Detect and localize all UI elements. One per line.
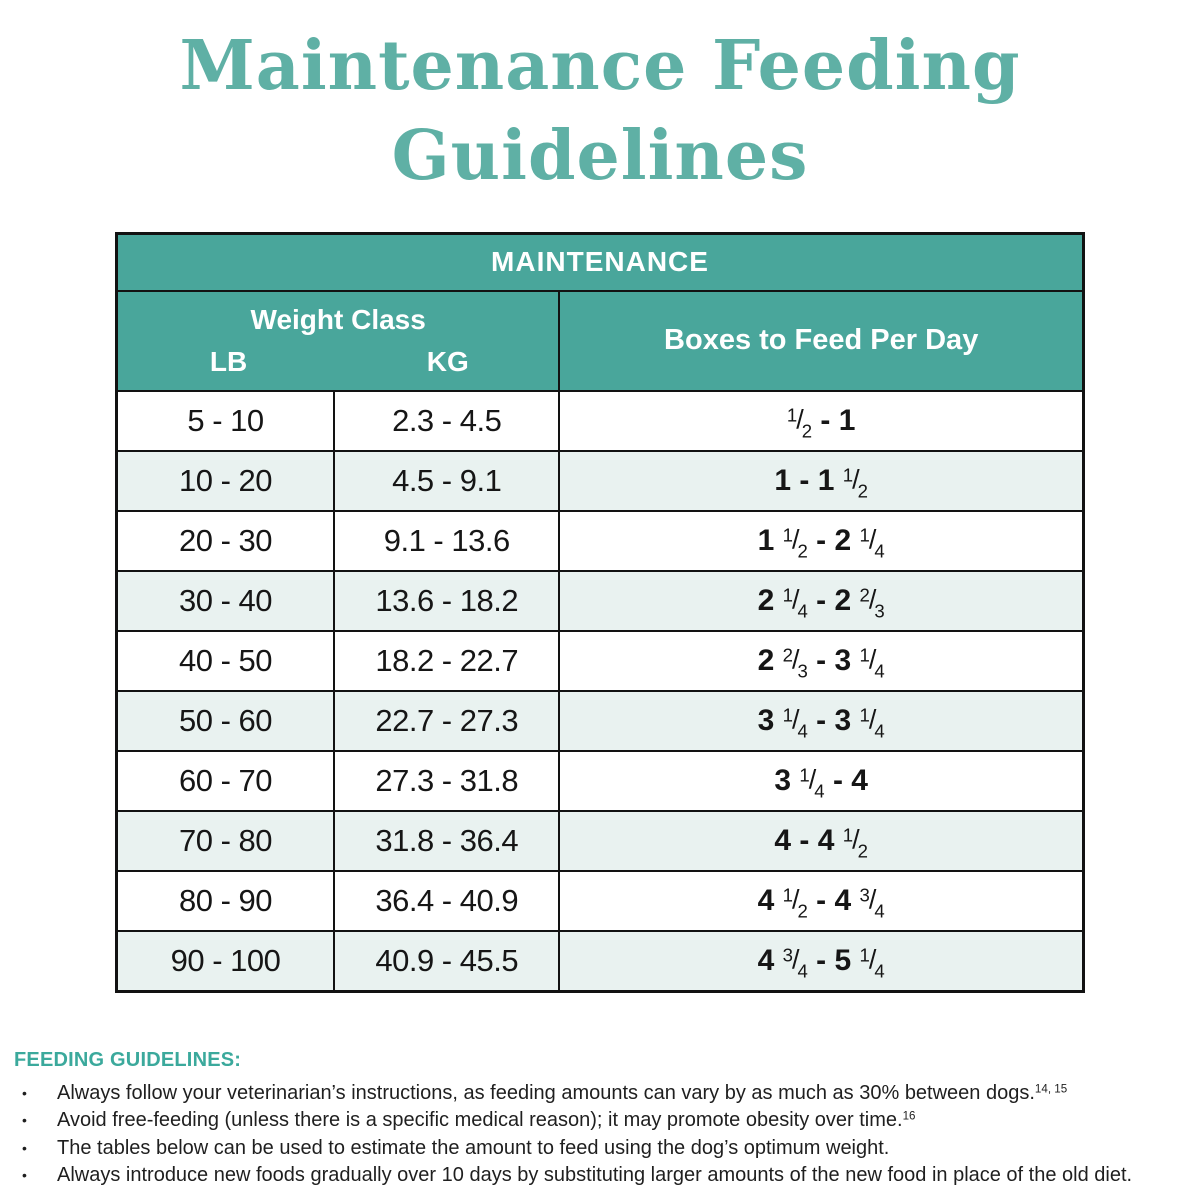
table-cell-boxes: 1 - 1 $^1/_2$ [559,451,1083,511]
table-cell-boxes: 3 $^1/_4 - 4$ [559,751,1083,811]
table-cell-boxes: $^1/_2 - 1$ [559,391,1083,451]
table-body [117,391,1084,992]
table-row [117,571,1084,631]
table-cell-lb: 60 - 70 [117,751,335,811]
list-item [22,1080,1162,1108]
table-cell-lb: 20 - 30 [117,511,335,571]
table-cell-boxes: 1 $^1/_2 - 2$ $^1/_4$ [559,511,1083,571]
table-cell-kg: 2.3 - 4.5 [334,391,559,451]
table-cell-lb: 90 - 100 [117,931,335,992]
list-item [22,1135,1162,1163]
table-cell-lb: 30 - 40 [117,571,335,631]
table-cell-boxes: 4 $^1/_2 - 4$ $^3/_4$ [559,871,1083,931]
table-row [117,451,1084,511]
boxes-column-label: Boxes to Feed Per Day [559,291,1083,391]
bullet-icon: • [22,1139,27,1156]
table-cell-boxes: 3 $^1/_4 - 3$ $^1/_4$ [559,691,1083,751]
bullet-icon: • [22,1167,27,1184]
table-row [117,871,1084,931]
table-cell-kg: 4.5 - 9.1 [334,451,559,511]
table-cell-kg: 22.7 - 27.3 [334,691,559,751]
weight-class-label: Weight Class [250,303,426,335]
table-cell-boxes: 2 $^1/_4 - 2$ $^2/_3$ [559,571,1083,631]
table-cell-lb: 40 - 50 [117,631,335,691]
table-row [117,751,1084,811]
table-row [117,691,1084,751]
bullet-text: Always introduce new foods gradually over 10 days by substituting larger amounts of the new food in place of the old diet. [57,1164,1133,1187]
table-cell-boxes: 2 $^2/_3 - 3$ $^1/_4$ [559,631,1083,691]
table-cell-lb: 70 - 80 [117,811,335,871]
bullet-text: Always follow your veterinarian’s instructions, as feeding amounts can vary by as much as 30% between dogs.$^{14, 15}$ [57,1081,1068,1104]
page-title-line1: Maintenance Feeding [179,26,1021,106]
bullet-icon: • [22,1084,27,1101]
table-cell-lb: 80 - 90 [117,871,335,931]
page-title-line2: Guidelines [391,115,809,196]
table-cell-kg: 9.1 - 13.6 [334,511,559,571]
bullet-icon: • [22,1112,27,1129]
guidelines-list [14,1080,1162,1190]
list-item [22,1107,1162,1135]
table-row [117,511,1084,571]
table-cell-lb: 50 - 60 [117,691,335,751]
table-cell-kg: 36.4 - 40.9 [334,871,559,931]
table-cell-kg: 18.2 - 22.7 [334,631,559,691]
table-cell-lb: 10 - 20 [117,451,335,511]
list-item [22,1162,1162,1190]
bullet-text: The tables below can be used to estimate the amount to feed using the dog’s optimum weight. [57,1136,890,1159]
lb-column-label: LB [209,345,248,377]
maintenance-table [115,232,1085,993]
table-row [117,631,1084,691]
kg-column-label: KG [426,345,469,377]
unit-labels [119,346,557,378]
table-header-row [117,291,1084,391]
feeding-guidelines-section [14,1049,1162,1190]
bullet-text: Avoid free-feeding (unless there is a specific medical reason); it may promote obesity over time.$^{16}$ [57,1109,916,1132]
weight-class-header [117,291,560,391]
table-cell-boxes: 4 - 4 $^1/_2$ [559,811,1083,871]
table-title: MAINTENANCE [117,233,1084,291]
table-row [117,811,1084,871]
table-row [117,391,1084,451]
page-title [0,0,1200,202]
table-cell-kg: 40.9 - 45.5 [334,931,559,992]
table-cell-kg: 31.8 - 36.4 [334,811,559,871]
table-title-row [117,233,1084,291]
table-cell-kg: 27.3 - 31.8 [334,751,559,811]
table-cell-lb: 5 - 10 [117,391,335,451]
table-cell-kg: 13.6 - 18.2 [334,571,559,631]
feeding-guidelines-heading: FEEDING GUIDELINES: [14,1048,242,1071]
table-row [117,931,1084,992]
table-cell-boxes: 4 $^3/_4 - 5$ $^1/_4$ [559,931,1083,992]
